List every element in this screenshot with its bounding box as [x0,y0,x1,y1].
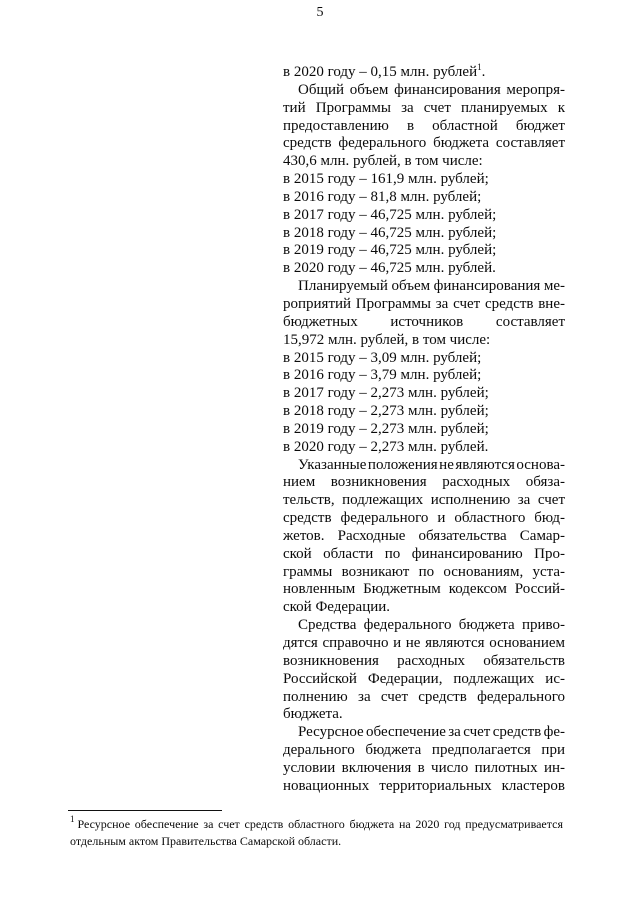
year-allocation-line: в 2015 году – 3,09 млн. рублей; [283,349,482,366]
text-line: предоставлению в областной бюджет [283,117,565,134]
paragraph-expenditure-obligations [283,457,565,618]
text-line: Общий объем финансирования меропря- [298,81,565,98]
paragraph-federal-reference [283,617,565,724]
text-line: бюджета. [283,706,343,723]
footnote-text: Ресурсное обеспечение за счет средств областного бюджета на 2020 год предусматривается [77,817,563,831]
paragraph-resource-provision [283,724,565,795]
text-line: роприятий Программы за счет средств вне- [283,295,565,312]
extrabudgetary-funding-by-year-list [283,350,565,457]
text-line: полнению за счет средств федерального [283,688,565,705]
text-line: бюджетных источников составляет [283,313,565,330]
text-line: ской Федерации. [283,599,391,616]
page-number: 5 [316,5,324,20]
text-line: 15,972 млн. рублей, в том числе: [283,331,491,348]
text-line: тельств, подлежащих исполнению за счет [283,492,565,509]
year-allocation-line: в 2016 году – 3,79 млн. рублей; [283,367,482,384]
paragraph-federal-funding [283,82,565,171]
text-line: дятся справочно и не являются основанием [283,635,565,651]
text-line: возникновения расходных обязательств [283,652,565,669]
text-line: тий Программы за счет планируемых к [283,99,565,116]
text-line: Ресурсное обеспечение за счет средств фе- [298,724,565,741]
text-line: Планируемый объем финансирования ме- [298,278,565,295]
intro-line-text: в 2020 году – 0,15 млн. рублей [283,64,478,80]
footnote-line: отдельным актом Правительства Самарской области. [70,834,342,848]
year-allocation-line: в 2017 году – 46,725 млн. рублей; [283,206,497,223]
year-allocation-line: в 2020 году – 2,273 млн. рублей. [283,438,489,455]
year-allocation-line: в 2017 году – 2,273 млн. рублей; [283,385,489,402]
year-allocation-line: в 2019 году – 46,725 млн. рублей; [283,242,497,259]
text-line: граммы возникают по основаниям, уста- [283,563,565,580]
text-line: новленным Бюджетным кодексом Россий- [283,581,565,598]
text-line: новационных территориальных кластеров [283,777,565,794]
footnote-reference: 1 [477,62,482,72]
text-line: жетов. Расходные обязательства Самар- [283,527,565,544]
text-line: 430,6 млн. рублей, в том числе: [283,153,483,170]
paragraph-extrabudgetary-funding [283,278,565,349]
year-allocation-line: в 2016 году – 81,8 млн. рублей; [283,188,482,205]
year-allocation-line: в 2015 году – 161,9 млн. рублей; [283,171,489,188]
text-line: условии включения в число пилотных ин- [283,759,565,776]
text-line: Российской Федерации, подлежащих ис- [283,670,565,687]
text-line: дерального бюджета предполагается при [283,742,565,759]
text-line: средств федерального бюджета составляет [283,135,565,152]
footnote-marker: 1 [70,814,75,824]
intro-line-tail: . [481,64,486,80]
text-line: средств федерального и областного бюд- [283,510,565,527]
text-line: нием возникновения расходных обяза- [283,474,565,491]
year-allocation-line: в 2018 году – 46,725 млн. рублей; [283,224,497,241]
federal-funding-by-year-list [283,171,565,278]
year-allocation-line: в 2020 году – 46,725 млн. рублей. [283,260,496,277]
text-line: Указанные положения не являются основа- [298,456,565,473]
year-allocation-line: в 2018 году – 2,273 млн. рублей; [283,403,489,420]
year-allocation-line: в 2019 году – 2,273 млн. рублей; [283,420,489,437]
footnote-line [70,816,563,833]
intro-line [283,64,565,82]
footnote [70,816,563,850]
text-line: ской области по финансированию Про- [283,545,565,562]
text-line: Средства федерального бюджета приво- [298,617,565,634]
footnote-separator [68,810,222,811]
body-text [283,64,565,796]
